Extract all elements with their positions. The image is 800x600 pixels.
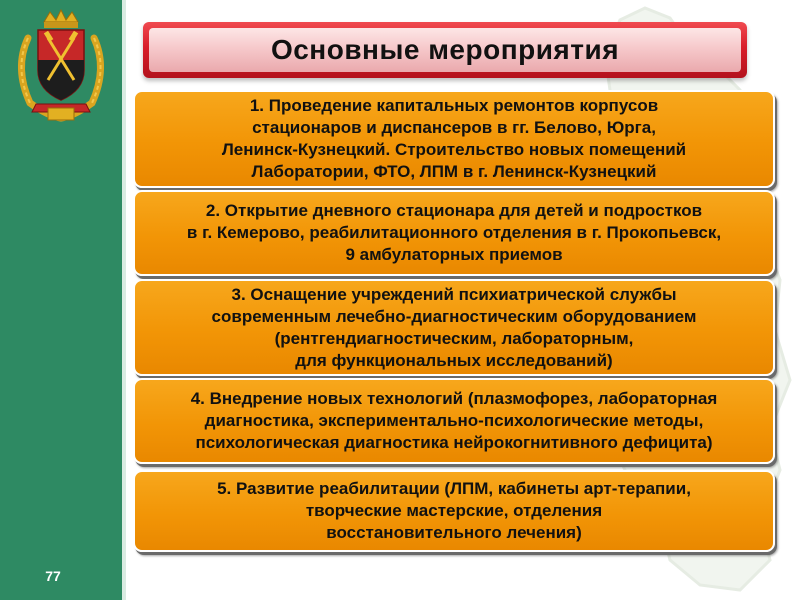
slide-title: Основные мероприятия bbox=[270, 34, 620, 65]
list-item-2 bbox=[133, 190, 775, 276]
left-band-divider bbox=[122, 0, 126, 600]
list-item-text: 5. Развитие реабилитации (ЛПМ, кабинеты арт-терапии, творческие мастерские, отделения восстановительного лечения) bbox=[217, 479, 691, 542]
title-inner-panel bbox=[149, 28, 741, 72]
list-item-text: 2. Открытие дневного стационара для детей и подростков в г. Кемерово, реабилитационного отделения в г. Прокопьевск, 9 амбулаторных приемов bbox=[186, 201, 722, 264]
list-item-4 bbox=[133, 378, 775, 464]
list-item-text: 3. Оснащение учреждений психиатрической службы современным лечебно-диагностическим оборудованием (рентгендиагностическим, лабораторным, для функциональных исследований) bbox=[211, 284, 697, 370]
kemerovo-coat-of-arms-icon bbox=[8, 8, 114, 124]
list-item-5 bbox=[133, 470, 775, 552]
list-item-3 bbox=[133, 279, 775, 376]
list-item-text: 4. Внедрение новых технологий (плазмофорез, лабораторная диагностика, экспериментально-психологические методы, психологическая диагностика нейрокогнитивного дефицита) bbox=[190, 389, 718, 452]
title-banner bbox=[143, 22, 747, 78]
list-item-1 bbox=[133, 90, 775, 188]
page-number: 77 bbox=[45, 568, 61, 584]
list-item-text: 1. Проведение капитальных ремонтов корпусов стационаров и диспансеров в гг. Белово, Юрга, Ленинск-Кузнецкий. Строительство новых помещений Лаборатории, ФТО, ЛПМ в г. Ленинск-Кузнецкий bbox=[221, 96, 687, 181]
